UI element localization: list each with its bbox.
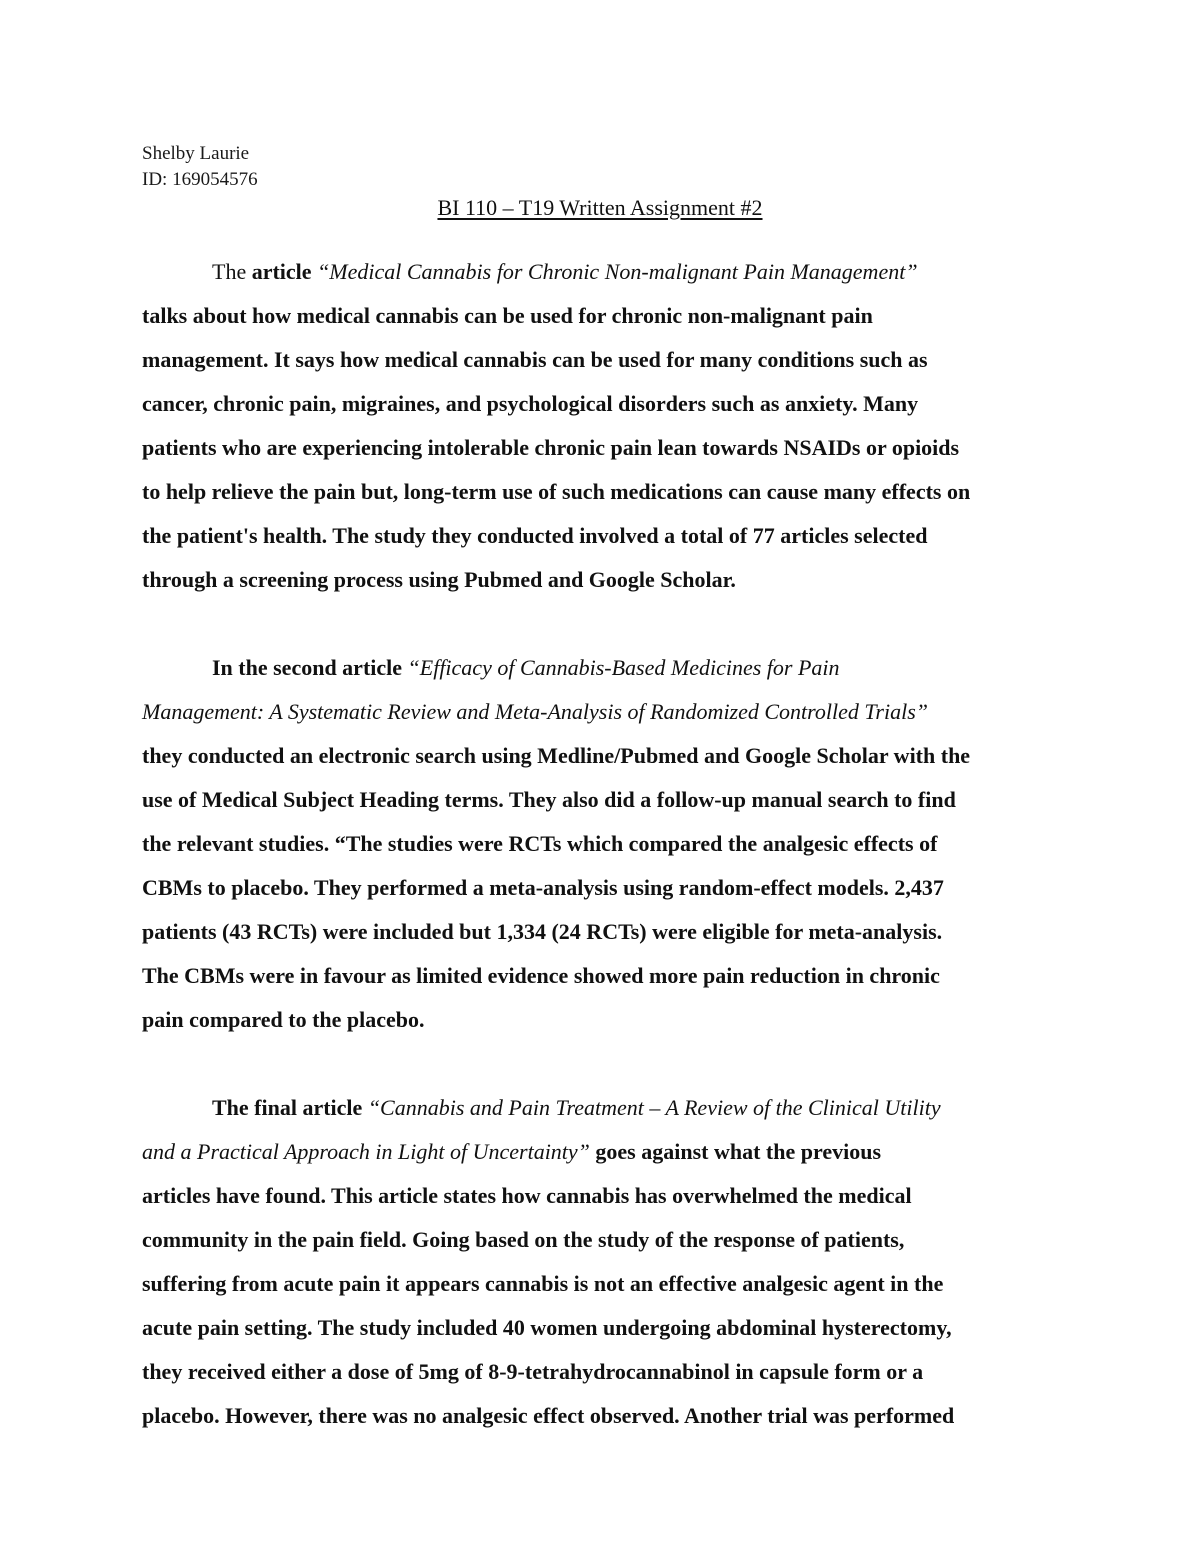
text-line — [142, 250, 1082, 294]
body-text-run: they received either a dose of 5mg of 8-9-tetrahydrocannabinol in capsule form or a — [142, 1359, 924, 1384]
article-title-text: “Medical Cannabis for Chronic Non-malignant Pain Management” — [317, 259, 918, 284]
text-line — [142, 1306, 1082, 1350]
text-line — [142, 954, 1082, 998]
body-text-run: suffering from acute pain it appears cannabis is not an effective analgesic agent in the — [142, 1271, 944, 1296]
body-text-run: to help relieve the pain but, long-term use of such medications can cause many effects on — [142, 479, 971, 504]
student-id: ID: 169054576 — [142, 169, 258, 190]
article-title-text: “Efficacy of Cannabis-Based Medicines for Pain — [407, 655, 840, 680]
text-line — [142, 426, 1082, 470]
text-line — [142, 778, 1082, 822]
document-title: BI 110 – T19 Written Assignment #2 — [437, 195, 763, 220]
text-line — [142, 734, 1082, 778]
text-line — [142, 558, 1082, 602]
body-text-run: patients (43 RCTs) were included but 1,334 (24 RCTs) were eligible for meta-analysis. — [142, 919, 943, 944]
article-title-text: “Cannabis and Pain Treatment – A Review of the Clinical Utility — [367, 1095, 941, 1120]
text-line — [142, 1086, 1082, 1130]
body-text-run: community in the pain field. Going based on the study of the response of patients, — [142, 1227, 905, 1252]
text-line — [142, 1174, 1082, 1218]
text-line — [142, 338, 1082, 382]
body-text-run: cancer, chronic pain, migraines, and psychological disorders such as anxiety. Many — [142, 391, 919, 416]
text-line — [142, 866, 1082, 910]
body-text-run: the relevant studies. “The studies were RCTs which compared the analgesic effects of — [142, 831, 938, 856]
body-text-run: management. It says how medical cannabis can be used for many conditions such as — [142, 347, 928, 372]
paragraph — [142, 646, 1082, 1042]
body-text-run: In the second article — [212, 655, 408, 680]
body-text-run: The CBMs were in favour as limited evidence showed more pain reduction in chronic — [142, 963, 940, 988]
text-line — [142, 294, 1082, 338]
text-line — [142, 1218, 1082, 1262]
text-line — [142, 822, 1082, 866]
body-text-run: through a screening process using Pubmed and Google Scholar. — [142, 567, 736, 592]
text-line — [142, 470, 1082, 514]
text-line — [142, 910, 1082, 954]
author-block — [142, 141, 258, 193]
document-body — [142, 250, 1082, 1482]
body-text-run: The — [212, 259, 252, 284]
text-line — [142, 1350, 1082, 1394]
paragraph — [142, 1086, 1082, 1438]
text-line — [142, 1394, 1082, 1438]
text-line — [142, 1262, 1082, 1306]
text-line — [142, 690, 1082, 734]
body-text-run: patients who are experiencing intolerable chronic pain lean towards NSAIDs or opioids — [142, 435, 960, 460]
body-text-run: placebo. However, there was no analgesic effect observed. Another trial was performed — [142, 1403, 955, 1428]
body-text-run: talks about how medical cannabis can be used for chronic non-malignant pain — [142, 303, 873, 328]
body-text-run: CBMs to placebo. They performed a meta-analysis using random-effect models. 2,437 — [142, 875, 944, 900]
article-title-text: and a Practical Approach in Light of Uncertainty” — [142, 1139, 590, 1164]
paragraph — [142, 250, 1082, 602]
text-line — [142, 382, 1082, 426]
body-text-run: acute pain setting. The study included 40 women undergoing abdominal hysterectomy, — [142, 1315, 952, 1340]
article-title-text: Management: A Systematic Review and Meta-Analysis of Randomized Controlled Trials” — [142, 699, 929, 724]
body-text-run: pain compared to the placebo. — [142, 1007, 425, 1032]
body-text-run: they conducted an electronic search using Medline/Pubmed and Google Scholar with the — [142, 743, 971, 768]
text-line — [142, 1130, 1082, 1174]
text-line — [142, 998, 1082, 1042]
text-line — [142, 646, 1082, 690]
text-line — [142, 514, 1082, 558]
body-text-run: goes against what the previous — [589, 1139, 882, 1164]
body-text-run: article — [251, 259, 318, 284]
body-text-run: the patient's health. The study they conducted involved a total of 77 articles selected — [142, 523, 928, 548]
body-text-run: articles have found. This article states how cannabis has overwhelmed the medical — [142, 1183, 912, 1208]
body-text-run: use of Medical Subject Heading terms. They also did a follow-up manual search to find — [142, 787, 956, 812]
body-text-run: The final article — [212, 1095, 368, 1120]
author-name: Shelby Laurie — [142, 143, 250, 164]
